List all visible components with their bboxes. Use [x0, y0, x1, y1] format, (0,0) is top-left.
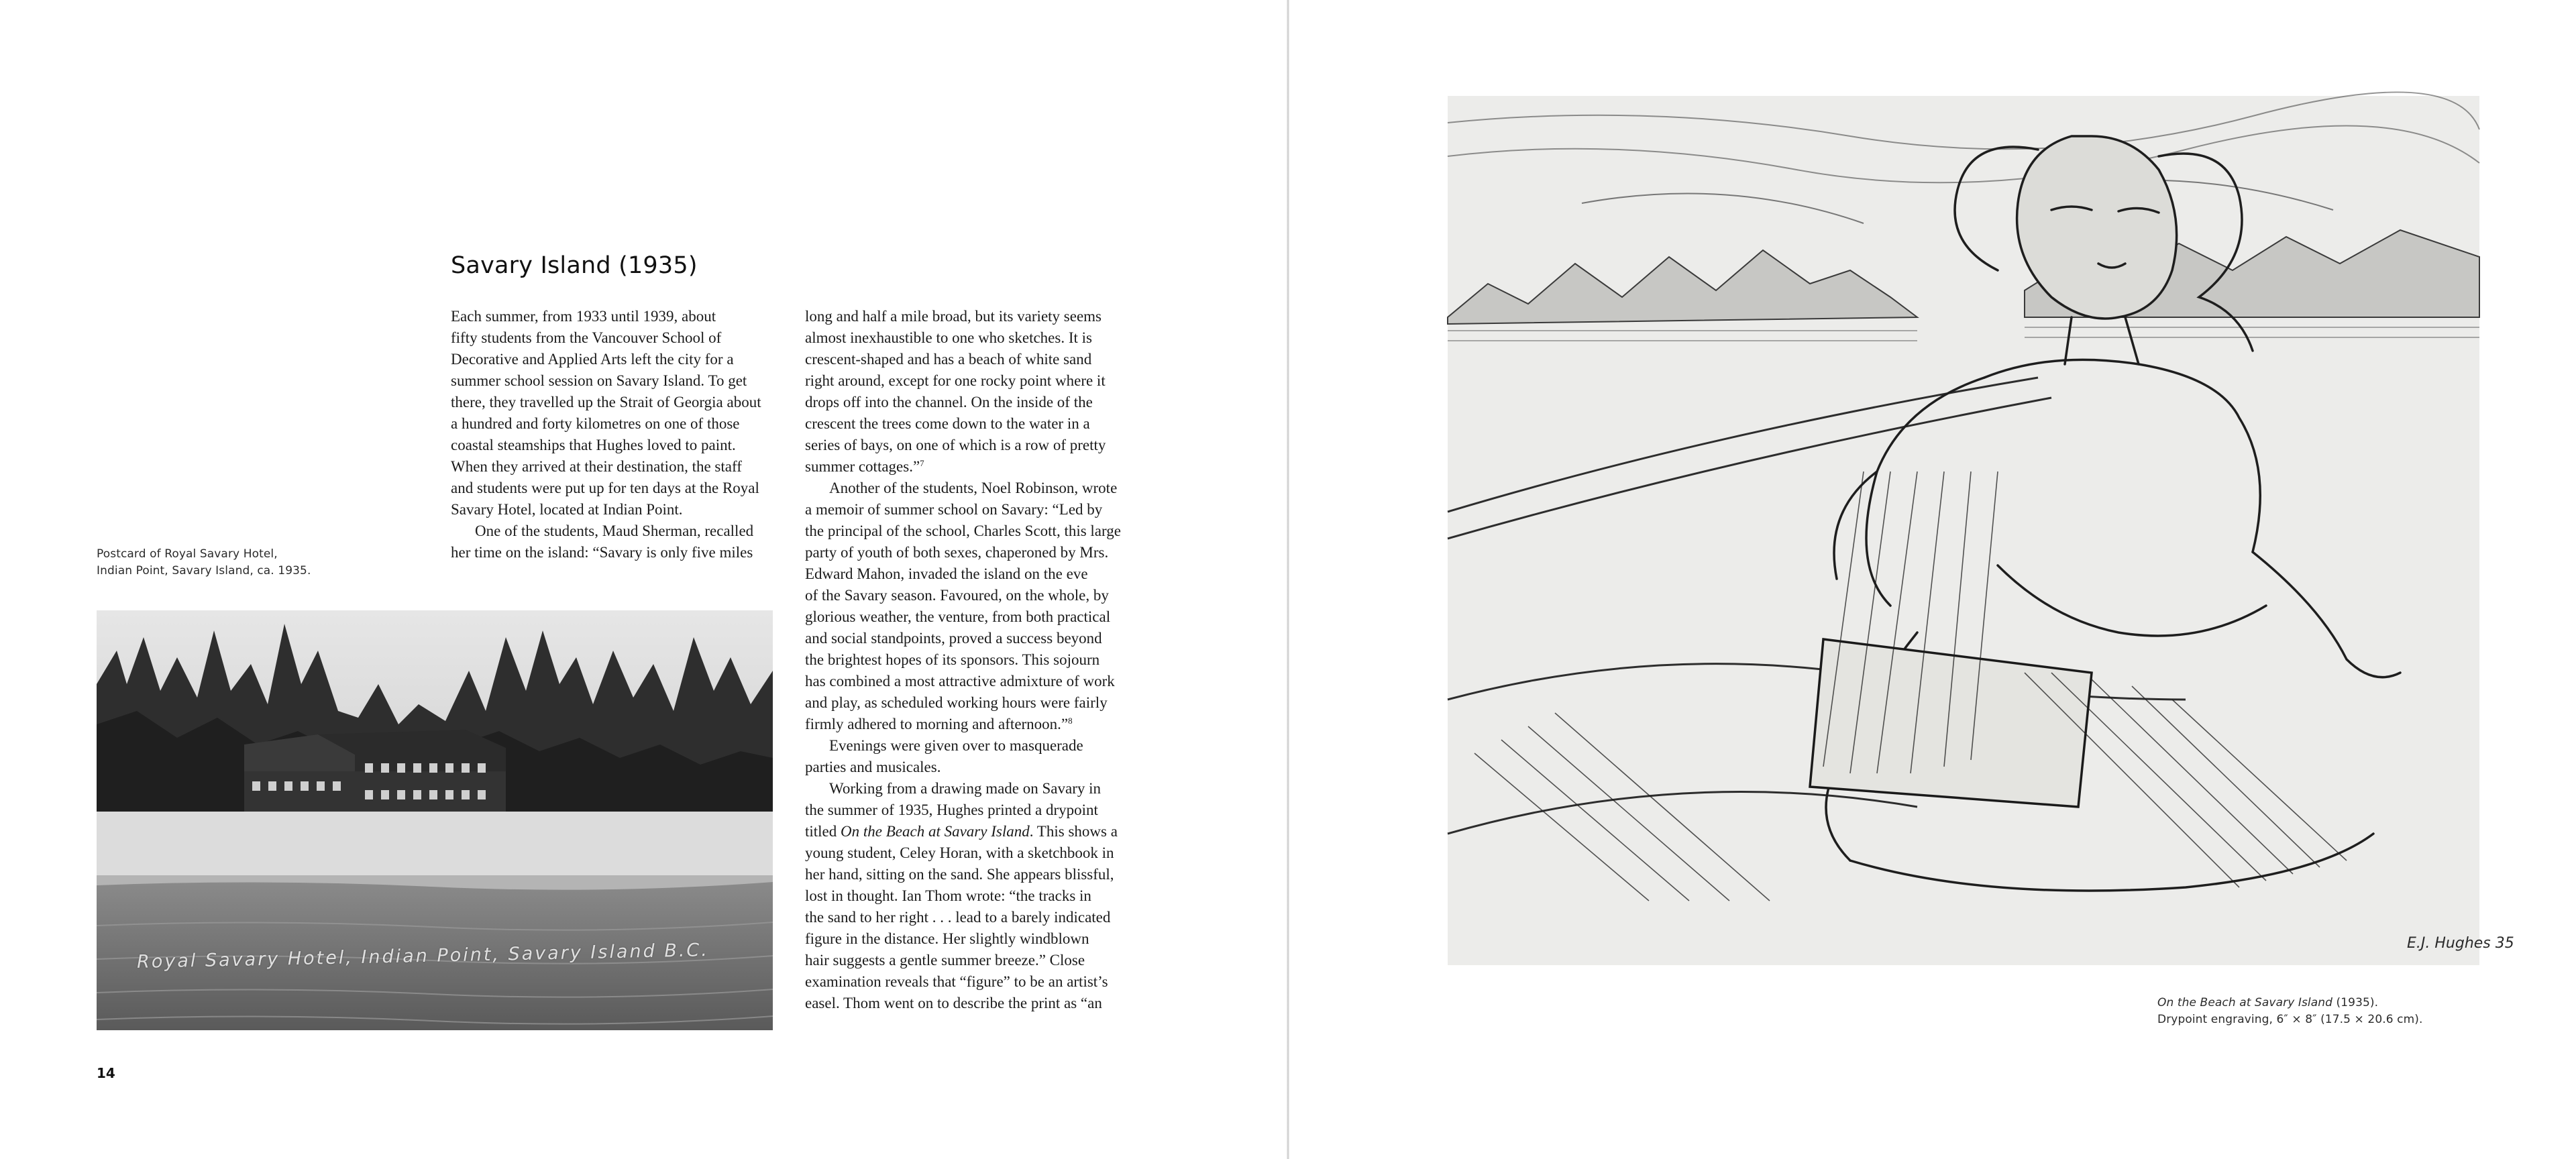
text-fragment: . This shows a: [1029, 823, 1118, 840]
artwork-caption: [2157, 995, 2423, 1028]
photo-caption: [97, 546, 311, 580]
text-line: and play, as scheduled working hours were fairly: [805, 694, 1108, 711]
body-column-2: [805, 306, 1134, 1014]
paragraph: [805, 306, 1134, 478]
hotel-building: [244, 730, 506, 815]
text-line: Edward Mahon, invaded the island on the eve: [805, 565, 1088, 582]
text-line: a memoir of summer school on Savary: “Led by: [805, 501, 1103, 518]
text-line: the summer of 1935, Hughes printed a drypoint: [805, 802, 1098, 818]
text-line: party of youth of both sexes, chaperoned by Mrs.: [805, 544, 1109, 561]
text-fragment: titled: [805, 823, 841, 840]
text-line: glorious weather, the venture, from both practical: [805, 608, 1111, 625]
endnote-ref: 8: [1068, 716, 1073, 726]
text-line: Working from a drawing made on Savary in: [829, 780, 1102, 797]
text-line: hair suggests a gentle summer breeze.” Close: [805, 952, 1085, 969]
text-line: and social standpoints, proved a success beyond: [805, 630, 1102, 647]
hotel-postcard-photo: [97, 610, 773, 1030]
text-line: [805, 714, 1134, 735]
body-column-1: [451, 306, 806, 563]
text-line: young student, Celey Horan, with a sketchbook in: [805, 844, 1114, 861]
paragraph: [451, 306, 806, 520]
caption-line: Postcard of Royal Savary Hotel,: [97, 547, 278, 561]
paragraph: [805, 735, 1134, 778]
text-line: parties and musicales.: [805, 759, 941, 775]
text-line: a hundred and forty kilometres on one of those: [451, 415, 740, 432]
text-fragment: summer cottages.”: [805, 458, 920, 475]
text-line: has combined a most attractive admixture of work: [805, 673, 1115, 689]
text-line: drops off into the channel. On the inside of the: [805, 394, 1093, 410]
text-line: the principal of the school, Charles Scott, this large: [805, 522, 1121, 539]
text-line: Savary Hotel, located at Indian Point.: [451, 501, 683, 518]
endnote-ref: 7: [920, 458, 924, 468]
caption-line: Indian Point, Savary Island, ca. 1935.: [97, 564, 311, 577]
caption-line: Drypoint engraving, 6″ × 8″ (17.5 × 20.6 cm).: [2157, 1013, 2423, 1026]
text-line: [805, 821, 1134, 842]
text-line: crescent the trees come down to the water in a: [805, 415, 1090, 432]
text-line: Another of the students, Noel Robinson, wrote: [829, 480, 1118, 496]
page-number: 14: [97, 1065, 115, 1081]
text-line: there, they travelled up the Strait of Georgia about: [451, 394, 761, 410]
caption-line: [2157, 995, 2423, 1011]
text-line: lost in thought. Ian Thom wrote: “the tracks in: [805, 887, 1091, 904]
text-line: crescent-shaped and has a beach of white sand: [805, 351, 1092, 368]
drypoint-drawing: [1448, 96, 2514, 965]
section-heading: Savary Island (1935): [451, 252, 698, 279]
artist-signature: E.J. Hughes 35: [2407, 935, 2514, 952]
text-line: of the Savary season. Favoured, on the whole, by: [805, 587, 1109, 604]
text-line: almost inexhaustible to one who sketches. It is: [805, 329, 1092, 346]
artwork-title-ref: On the Beach at Savary Island: [841, 823, 1030, 840]
artwork-title: On the Beach at Savary Island: [2157, 996, 2333, 1009]
text-line: her time on the island: “Savary is only five miles: [451, 544, 753, 561]
text-line: and students were put up for ten days at the Royal: [451, 480, 759, 496]
text-line: the brightest hopes of its sponsors. This sojourn: [805, 651, 1100, 668]
paragraph: [805, 778, 1134, 1014]
text-line: figure in the distance. Her slightly windblown: [805, 930, 1089, 947]
artwork-year: (1935).: [2332, 996, 2379, 1009]
paragraph: [451, 520, 806, 563]
postcard-inscription: Royal Savary Hotel, Indian Point, Savary Island B.C.: [136, 940, 710, 973]
text-line: easel. Thom went on to describe the print as “an: [805, 995, 1102, 1011]
text-line: her hand, sitting on the sand. She appears blissful,: [805, 866, 1114, 883]
drypoint-artwork: [1448, 96, 2514, 965]
text-line: right around, except for one rocky point where it: [805, 372, 1106, 389]
text-line: the sand to her right . . . lead to a barely indicated: [805, 909, 1111, 926]
text-line: Each summer, from 1933 until 1939, about: [451, 308, 716, 325]
right-page: [1289, 0, 2576, 1159]
text-line: When they arrived at their destination, the staff: [451, 458, 742, 475]
text-line: [805, 456, 1134, 478]
text-line: series of bays, on one of which is a row of pretty: [805, 437, 1106, 453]
text-line: Evenings were given over to masquerade: [829, 737, 1083, 754]
paragraph: [805, 478, 1134, 735]
text-line: long and half a mile broad, but its variety seems: [805, 308, 1102, 325]
text-line: coastal steamships that Hughes loved to paint.: [451, 437, 736, 453]
text-line: summer school session on Savary Island. To get: [451, 372, 747, 389]
text-line: examination reveals that “figure” to be an artist’s: [805, 973, 1108, 990]
text-line: Decorative and Applied Arts left the city for a: [451, 351, 734, 368]
text-line: One of the students, Maud Sherman, recalled: [475, 522, 754, 539]
text-fragment: firmly adhered to morning and afternoon.”: [805, 716, 1069, 732]
text-line: fifty students from the Vancouver School of: [451, 329, 722, 346]
